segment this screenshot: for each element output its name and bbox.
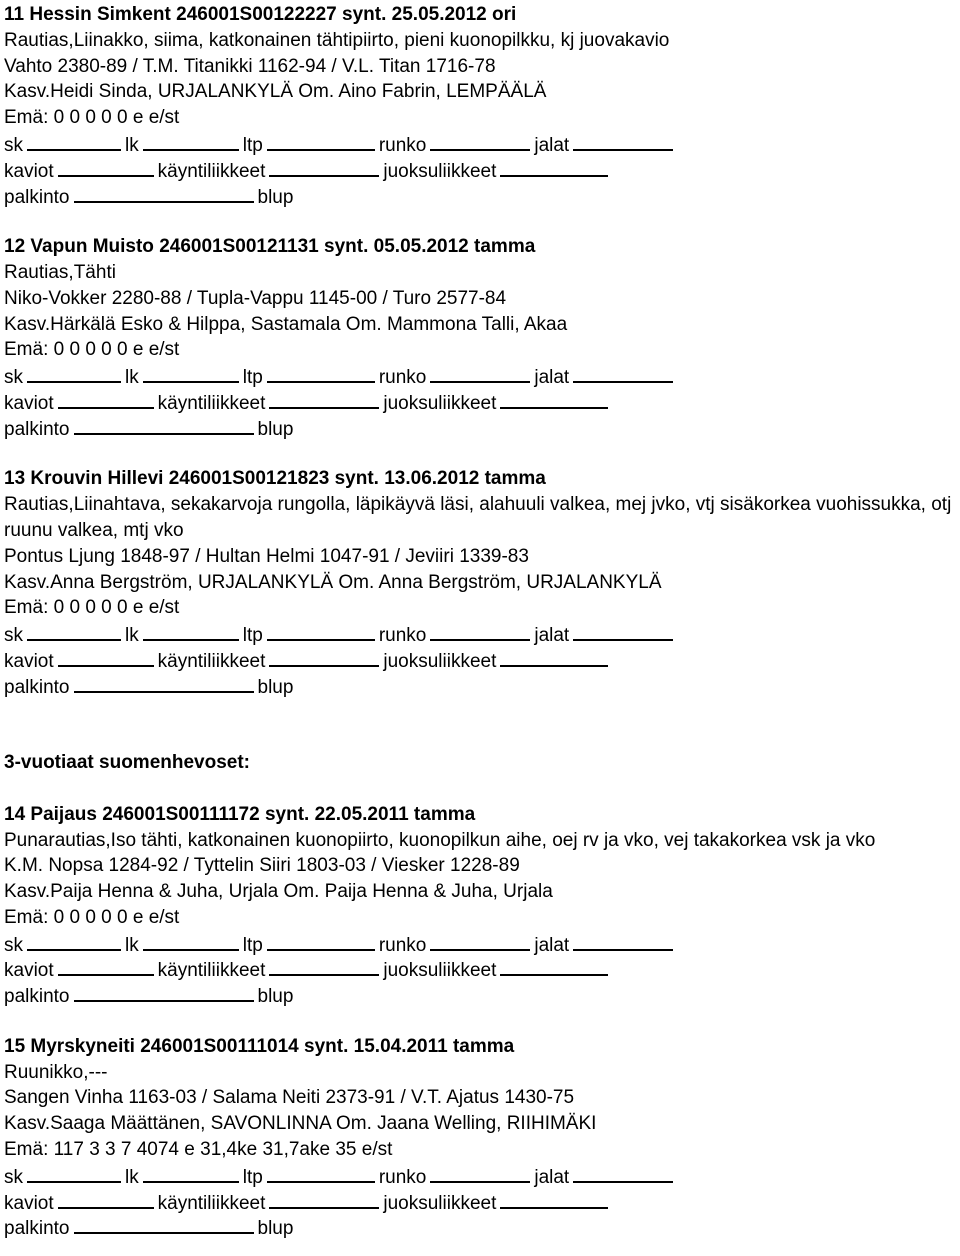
blank-lk [143, 131, 239, 151]
label-blup: blup [257, 1218, 294, 1240]
label-palkinto: palkinto [4, 676, 70, 698]
blank-sk [27, 131, 121, 151]
blank-jalat [573, 931, 673, 951]
blank-sk [27, 363, 121, 383]
blank-lk [143, 1163, 239, 1183]
form-row-gaits [4, 157, 958, 183]
blank-juoksuliikkeet [500, 647, 608, 667]
label-blup: blup [257, 986, 294, 1008]
label-juoksuliikkeet: juoksuliikkeet [383, 960, 497, 982]
label-kaviot: kaviot [4, 650, 54, 672]
form-row-prize [4, 673, 958, 699]
blank-sk [27, 931, 121, 951]
label-palkinto: palkinto [4, 1218, 70, 1240]
entry-breeder-owner: Kasv.Anna Bergström, URJALANKYLÄ Om. Anna Bergström, URJALANKYLÄ [4, 571, 662, 593]
label-kaviot: kaviot [4, 392, 54, 414]
horse-entry [4, 1034, 958, 1240]
entry-breeder-owner: Kasv.Saaga Määttänen, SAVONLINNA Om. Jaana Welling, RIIHIMÄKI [4, 1113, 597, 1135]
label-runko: runko [378, 367, 427, 389]
blank-lk [143, 931, 239, 951]
form-row-prize [4, 415, 958, 441]
label-lk: lk [125, 625, 139, 647]
label-sk: sk [4, 134, 23, 156]
blank-kayntiliikkeet [269, 1189, 379, 1209]
label-lk: lk [125, 934, 139, 956]
label-blup: blup [257, 186, 294, 208]
blank-palkinto [74, 183, 254, 203]
label-jalat: jalat [534, 934, 570, 956]
blank-runko [430, 931, 530, 951]
blank-ltp [267, 131, 375, 151]
form-row-scores [4, 131, 958, 157]
blank-ltp [267, 1163, 375, 1183]
entry-dam-stats: Emä: 0 0 0 0 0 e e/st [4, 107, 180, 129]
blank-ltp [267, 931, 375, 951]
entry-breeder-owner: Kasv.Heidi Sinda, URJALANKYLÄ Om. Aino Fabrin, LEMPÄÄLÄ [4, 81, 547, 103]
entry-header: 15 Myrskyneiti 246001S00111014 synt. 15.04.2011 tamma [4, 1035, 515, 1057]
label-palkinto: palkinto [4, 418, 70, 440]
label-ltp: ltp [242, 1166, 263, 1188]
form-row-gaits [4, 389, 958, 415]
label-lk: lk [125, 134, 139, 156]
label-sk: sk [4, 625, 23, 647]
form-row-gaits [4, 956, 958, 982]
blank-palkinto [74, 415, 254, 435]
label-lk: lk [125, 367, 139, 389]
blank-runko [430, 1163, 530, 1183]
entry-dam-stats: Emä: 0 0 0 0 0 e e/st [4, 597, 180, 619]
blank-jalat [573, 621, 673, 641]
label-ltp: ltp [242, 625, 263, 647]
label-runko: runko [378, 1166, 427, 1188]
blank-lk [143, 621, 239, 641]
entry-dam-stats: Emä: 0 0 0 0 0 e e/st [4, 339, 180, 361]
horse-entry [4, 2, 958, 208]
entry-dam-stats: Emä: 117 3 3 7 4074 e 31,4ke 31,7ake 35 e/st [4, 1139, 393, 1161]
blank-runko [430, 131, 530, 151]
spacer [4, 208, 958, 234]
blank-palkinto [74, 1214, 254, 1234]
blank-juoksuliikkeet [500, 157, 608, 177]
form-row-prize [4, 183, 958, 209]
entry-description: Punarautias,Iso tähti, katkonainen kuonopiirto, kuonopilkun aihe, oej rv ja vko, vej takakorkea vsk ja vko [4, 829, 876, 851]
label-juoksuliikkeet: juoksuliikkeet [383, 160, 497, 182]
blank-sk [27, 1163, 121, 1183]
entry-header: 13 Krouvin Hillevi 246001S00121823 synt. 13.06.2012 tamma [4, 468, 546, 490]
entry-breeder-owner: Kasv.Härkälä Esko & Hilppa, Sastamala Om. Mammona Talli, Akaa [4, 313, 568, 335]
blank-runko [430, 621, 530, 641]
label-palkinto: palkinto [4, 986, 70, 1008]
blank-kaviot [58, 157, 154, 177]
label-ltp: ltp [242, 367, 263, 389]
blank-kaviot [58, 956, 154, 976]
label-jalat: jalat [534, 625, 570, 647]
label-kayntiliikkeet: käyntiliikkeet [157, 160, 266, 182]
entry-header: 14 Paijaus 246001S00111172 synt. 22.05.2011 tamma [4, 803, 476, 825]
entry-header: 12 Vapun Muisto 246001S00121131 synt. 05.05.2012 tamma [4, 236, 536, 258]
label-blup: blup [257, 418, 294, 440]
blank-kaviot [58, 647, 154, 667]
blank-kaviot [58, 1189, 154, 1209]
blank-ltp [267, 363, 375, 383]
form-row-scores [4, 931, 958, 957]
blank-kayntiliikkeet [269, 647, 379, 667]
blank-sk [27, 621, 121, 641]
label-runko: runko [378, 934, 427, 956]
label-jalat: jalat [534, 1166, 570, 1188]
blank-kayntiliikkeet [269, 389, 379, 409]
blank-runko [430, 363, 530, 383]
horse-entry [4, 802, 958, 1008]
entry-dam-stats: Emä: 0 0 0 0 0 e e/st [4, 906, 180, 928]
label-jalat: jalat [534, 134, 570, 156]
blank-palkinto [74, 673, 254, 693]
blank-palkinto [74, 982, 254, 1002]
label-lk: lk [125, 1166, 139, 1188]
label-kayntiliikkeet: käyntiliikkeet [157, 392, 266, 414]
label-palkinto: palkinto [4, 186, 70, 208]
label-kaviot: kaviot [4, 1192, 54, 1214]
entry-description: Rautias,Liinahtava, sekakarvoja rungolla, läpikäyvä läsi, alahuuli valkea, mej jvko, vtj sisäkorkea vuohissukka, otj ruunu valkea, mtj vko [4, 494, 952, 541]
form-row-scores [4, 1163, 958, 1189]
spacer [4, 441, 958, 467]
form-row-scores [4, 363, 958, 389]
label-blup: blup [257, 676, 294, 698]
entry-breeder-owner: Kasv.Paija Henna & Juha, Urjala Om. Paija Henna & Juha, Urjala [4, 881, 553, 903]
blank-kayntiliikkeet [269, 956, 379, 976]
blank-kayntiliikkeet [269, 157, 379, 177]
label-kayntiliikkeet: käyntiliikkeet [157, 650, 266, 672]
blank-juoksuliikkeet [500, 956, 608, 976]
label-kaviot: kaviot [4, 160, 54, 182]
label-jalat: jalat [534, 367, 570, 389]
entry-description: Rautias,Tähti [4, 261, 116, 283]
blank-juoksuliikkeet [500, 389, 608, 409]
label-kayntiliikkeet: käyntiliikkeet [157, 1192, 266, 1214]
label-kayntiliikkeet: käyntiliikkeet [157, 960, 266, 982]
spacer [4, 776, 958, 802]
label-runko: runko [378, 134, 427, 156]
blank-kaviot [58, 389, 154, 409]
label-sk: sk [4, 1166, 23, 1188]
entry-pedigree: Sangen Vinha 1163-03 / Salama Neiti 2373-91 / V.T. Ajatus 1430-75 [4, 1087, 575, 1109]
label-sk: sk [4, 934, 23, 956]
label-juoksuliikkeet: juoksuliikkeet [383, 650, 497, 672]
blank-lk [143, 363, 239, 383]
blank-jalat [573, 131, 673, 151]
entry-pedigree: Niko-Vokker 2280-88 / Tupla-Vappu 1145-00 / Turo 2577-84 [4, 287, 507, 309]
blank-jalat [573, 1163, 673, 1183]
form-row-gaits [4, 647, 958, 673]
label-runko: runko [378, 625, 427, 647]
label-juoksuliikkeet: juoksuliikkeet [383, 1192, 497, 1214]
horse-entry [4, 466, 958, 698]
label-sk: sk [4, 367, 23, 389]
horse-entry [4, 234, 958, 440]
entry-description: Rautias,Liinakko, siima, katkonainen tähtipiirto, pieni kuonopilkku, kj juovakavio [4, 29, 670, 51]
label-juoksuliikkeet: juoksuliikkeet [383, 392, 497, 414]
entry-header: 11 Hessin Simkent 246001S00122227 synt. 25.05.2012 ori [4, 4, 517, 25]
document-page [4, 2, 958, 1240]
label-kaviot: kaviot [4, 960, 54, 982]
spacer [4, 699, 958, 751]
blank-ltp [267, 621, 375, 641]
blank-jalat [573, 363, 673, 383]
form-row-prize [4, 982, 958, 1008]
entry-description: Ruunikko,--- [4, 1061, 108, 1083]
label-ltp: ltp [242, 934, 263, 956]
form-row-prize [4, 1214, 958, 1240]
spacer [4, 1008, 958, 1034]
entry-pedigree: K.M. Nopsa 1284-92 / Tyttelin Siiri 1803-03 / Viesker 1228-89 [4, 855, 520, 877]
form-row-scores [4, 621, 958, 647]
blank-juoksuliikkeet [500, 1189, 608, 1209]
entry-pedigree: Vahto 2380-89 / T.M. Titanikki 1162-94 / V.L. Titan 1716-78 [4, 55, 496, 77]
form-row-gaits [4, 1189, 958, 1215]
entry-pedigree: Pontus Ljung 1848-97 / Hultan Helmi 1047-91 / Jeviiri 1339-83 [4, 545, 529, 567]
label-ltp: ltp [242, 134, 263, 156]
section-title: 3-vuotiaat suomenhevoset: [4, 752, 250, 774]
